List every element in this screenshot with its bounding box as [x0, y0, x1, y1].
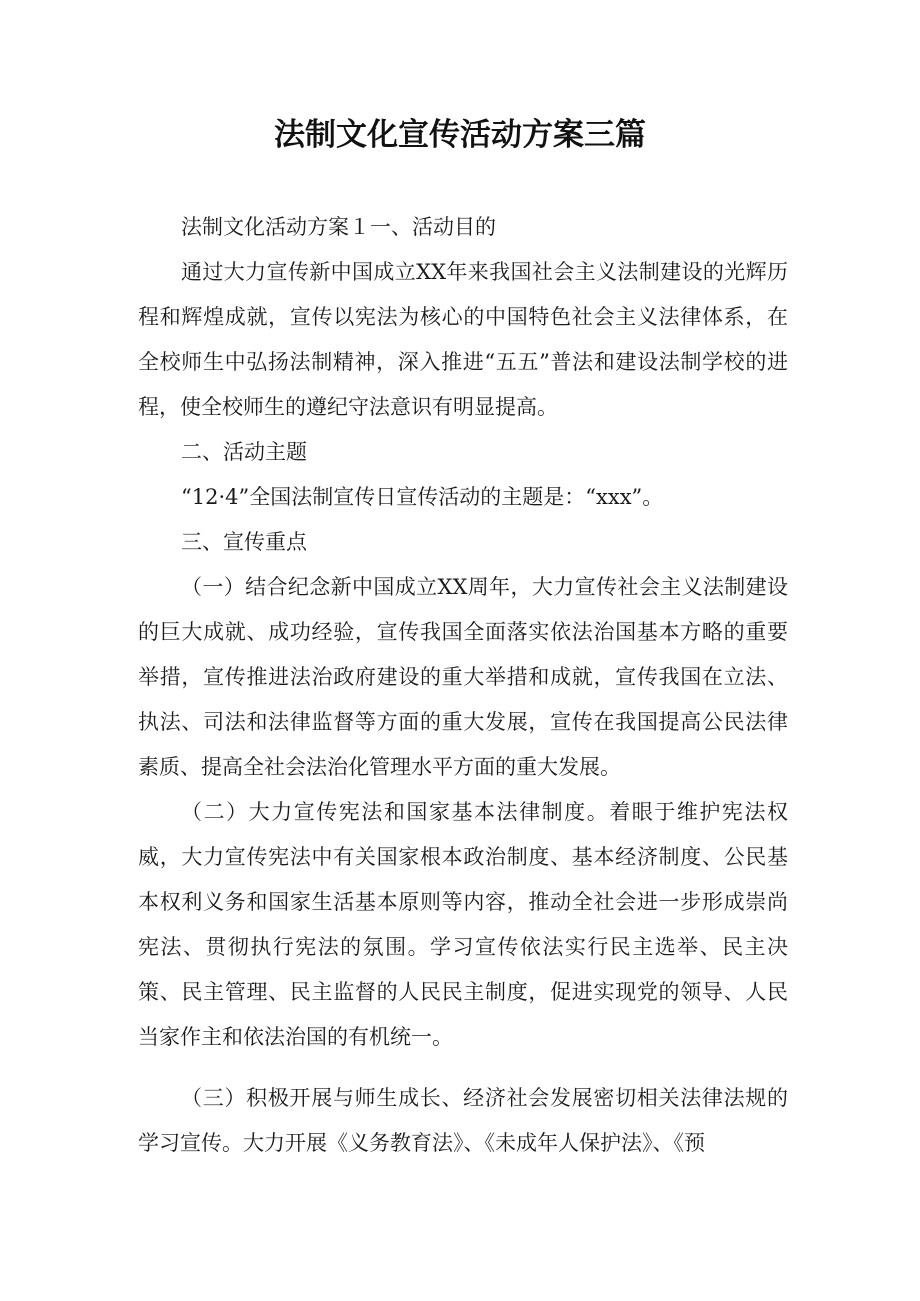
section-heading-publicity-focus: 三、宣传重点: [181, 530, 308, 554]
document-title: 法制文化宣传活动方案三篇: [274, 117, 646, 153]
section-heading-activity-theme: 二、活动主题: [181, 440, 308, 464]
paragraph-activity-purpose: 通过大力宣传新中国成立XX年来我国社会主义法制建设的光辉历程和辉煌成就，宣传以宪法为核心的中国特色社会主义法律体系，在全校师生中弘扬法制精神，深入推进“五五”普法和建设法制学校的进程，使全校师生的遵纪守法意识有明显提高。: [138, 260, 788, 419]
paragraph-focus-two: （二）大力宣传宪法和国家基本法律制度。着眼于维护宪法权威，大力宣传宪法中有关国家根本政治制度、基本经济制度、公民基本权利义务和国家生活基本原则等内容，推动全社会进一步形成崇尚宪法、贯彻执行宪法的氛围。学习宣传依法实行民主选举、民主决策、民主管理、民主监督的人民民主制度，促进实现党的领导、人民当家作主和依法治国的有机统一。: [138, 800, 788, 1049]
document-body: [138, 205, 788, 1166]
paragraph-focus-one: （一）结合纪念新中国成立XX周年，大力宣传社会主义法制建设的巨大成就、成功经验，宣传我国全面落实依法治国基本方略的重要举措，宣传推进法治政府建设的重大举措和成就，宣传我国在立法、执法、司法和法律监督等方面的重大发展，宣传在我国提高公民法律素质、提高全社会法治化管理水平方面的重大发展。: [138, 575, 788, 779]
paragraph-focus-three: （三）积极开展与师生成长、经济社会发展密切相关法律法规的学习宣传。大力开展《义务教育法》、《未成年人保护法》、《预: [138, 1086, 788, 1155]
section-heading-activity-purpose: 法制文化活动方案１一、活动目的: [181, 215, 497, 239]
paragraph-activity-theme: “12·4”全国法制宣传日宣传活动的主题是：“xxx”。: [181, 485, 664, 509]
